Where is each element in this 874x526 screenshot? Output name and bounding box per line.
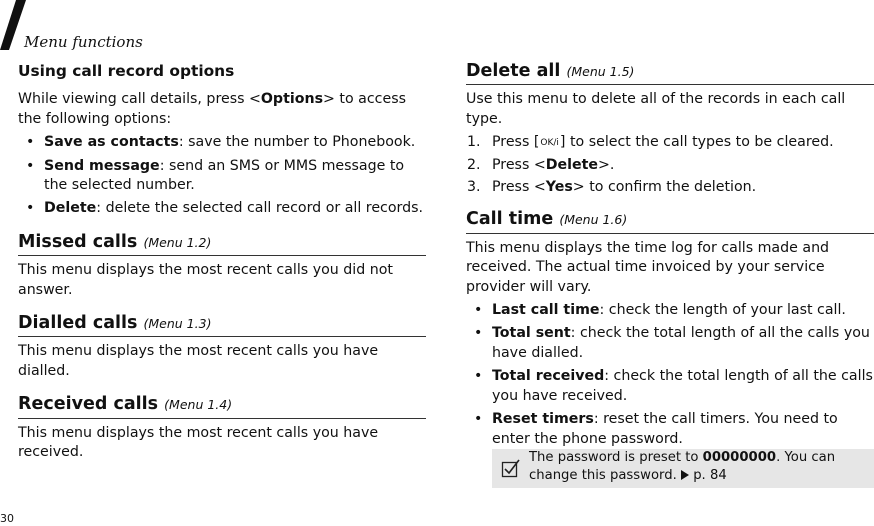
left-column <box>18 62 426 463</box>
checkbox-tick-icon <box>501 458 521 478</box>
note-box <box>492 449 874 488</box>
default-password: 00000000 <box>702 450 777 465</box>
dialled-calls-heading: Dialled calls (Menu 1.3) <box>18 314 426 337</box>
call-time-list <box>466 301 874 449</box>
menu-number: (Menu 1.2) <box>143 234 212 250</box>
list-item: • Save as contacts: save the number to Phonebook. <box>18 133 426 152</box>
page-reference[interactable]: p. 84 <box>693 467 727 483</box>
call-time-heading: Call time (Menu 1.6) <box>466 210 874 233</box>
list-item: • Total sent: check the total length of all the calls you have dialled. <box>466 324 874 363</box>
dialled-calls-body: This menu displays the most recent calls you have dialled. <box>18 343 379 379</box>
received-calls-heading: Received calls (Menu 1.4) <box>18 395 426 418</box>
list-item: • Reset timers: reset the call timers. You need to enter the phone password. <box>466 410 874 449</box>
missed-calls-body: This menu displays the most recent calls you did not answer. <box>18 262 393 298</box>
missed-calls-heading: Missed calls (Menu 1.2) <box>18 233 426 256</box>
list-item: • Send message: send an SMS or MMS message to the selected number. <box>18 157 426 196</box>
list-item: 3. Press <Yes> to confirm the deletion. <box>467 179 757 196</box>
menu-number: (Menu 1.6) <box>559 212 628 228</box>
menu-number: (Menu 1.3) <box>143 316 212 332</box>
call-time-body: This menu displays the time log for calls made and received. The actual time invoiced by your service provider will vary. <box>466 239 830 295</box>
header-bar-icon <box>0 0 26 50</box>
delete-all-body: Use this menu to delete all of the records in each call type. <box>466 91 846 127</box>
menu-number: (Menu 1.4) <box>164 397 233 413</box>
options-list <box>18 133 426 219</box>
list-item: • Delete: delete the selected call record or all records. <box>18 199 426 218</box>
note-text: The password is preset to 00000000. You can change this password. p. 84 <box>529 450 836 483</box>
list-item: 1. Press [OK/i] to select the call types to be cleared. <box>467 134 834 151</box>
right-column <box>466 62 874 453</box>
list-item: 2. Press <Delete>. <box>467 156 615 173</box>
delete-all-heading: Delete all (Menu 1.5) <box>466 62 874 85</box>
delete-all-steps <box>466 133 874 197</box>
options-key: Options <box>260 91 324 108</box>
ok-key-icon: OK/i <box>540 138 559 149</box>
page-number: 30 <box>0 512 14 525</box>
triangle-right-icon <box>681 470 689 480</box>
received-calls-body: This menu displays the most recent calls you have received. <box>18 424 379 461</box>
list-item: • Last call time: check the length of your last call. <box>466 301 874 320</box>
options-heading: Using call record options <box>18 62 235 80</box>
options-intro: While viewing call details, press <Options> to access the following options: <box>18 91 406 127</box>
list-item: • Total received: check the total length of all the calls you have received. <box>466 367 874 406</box>
menu-number: (Menu 1.5) <box>566 64 635 79</box>
header-title: Menu functions <box>24 33 143 51</box>
